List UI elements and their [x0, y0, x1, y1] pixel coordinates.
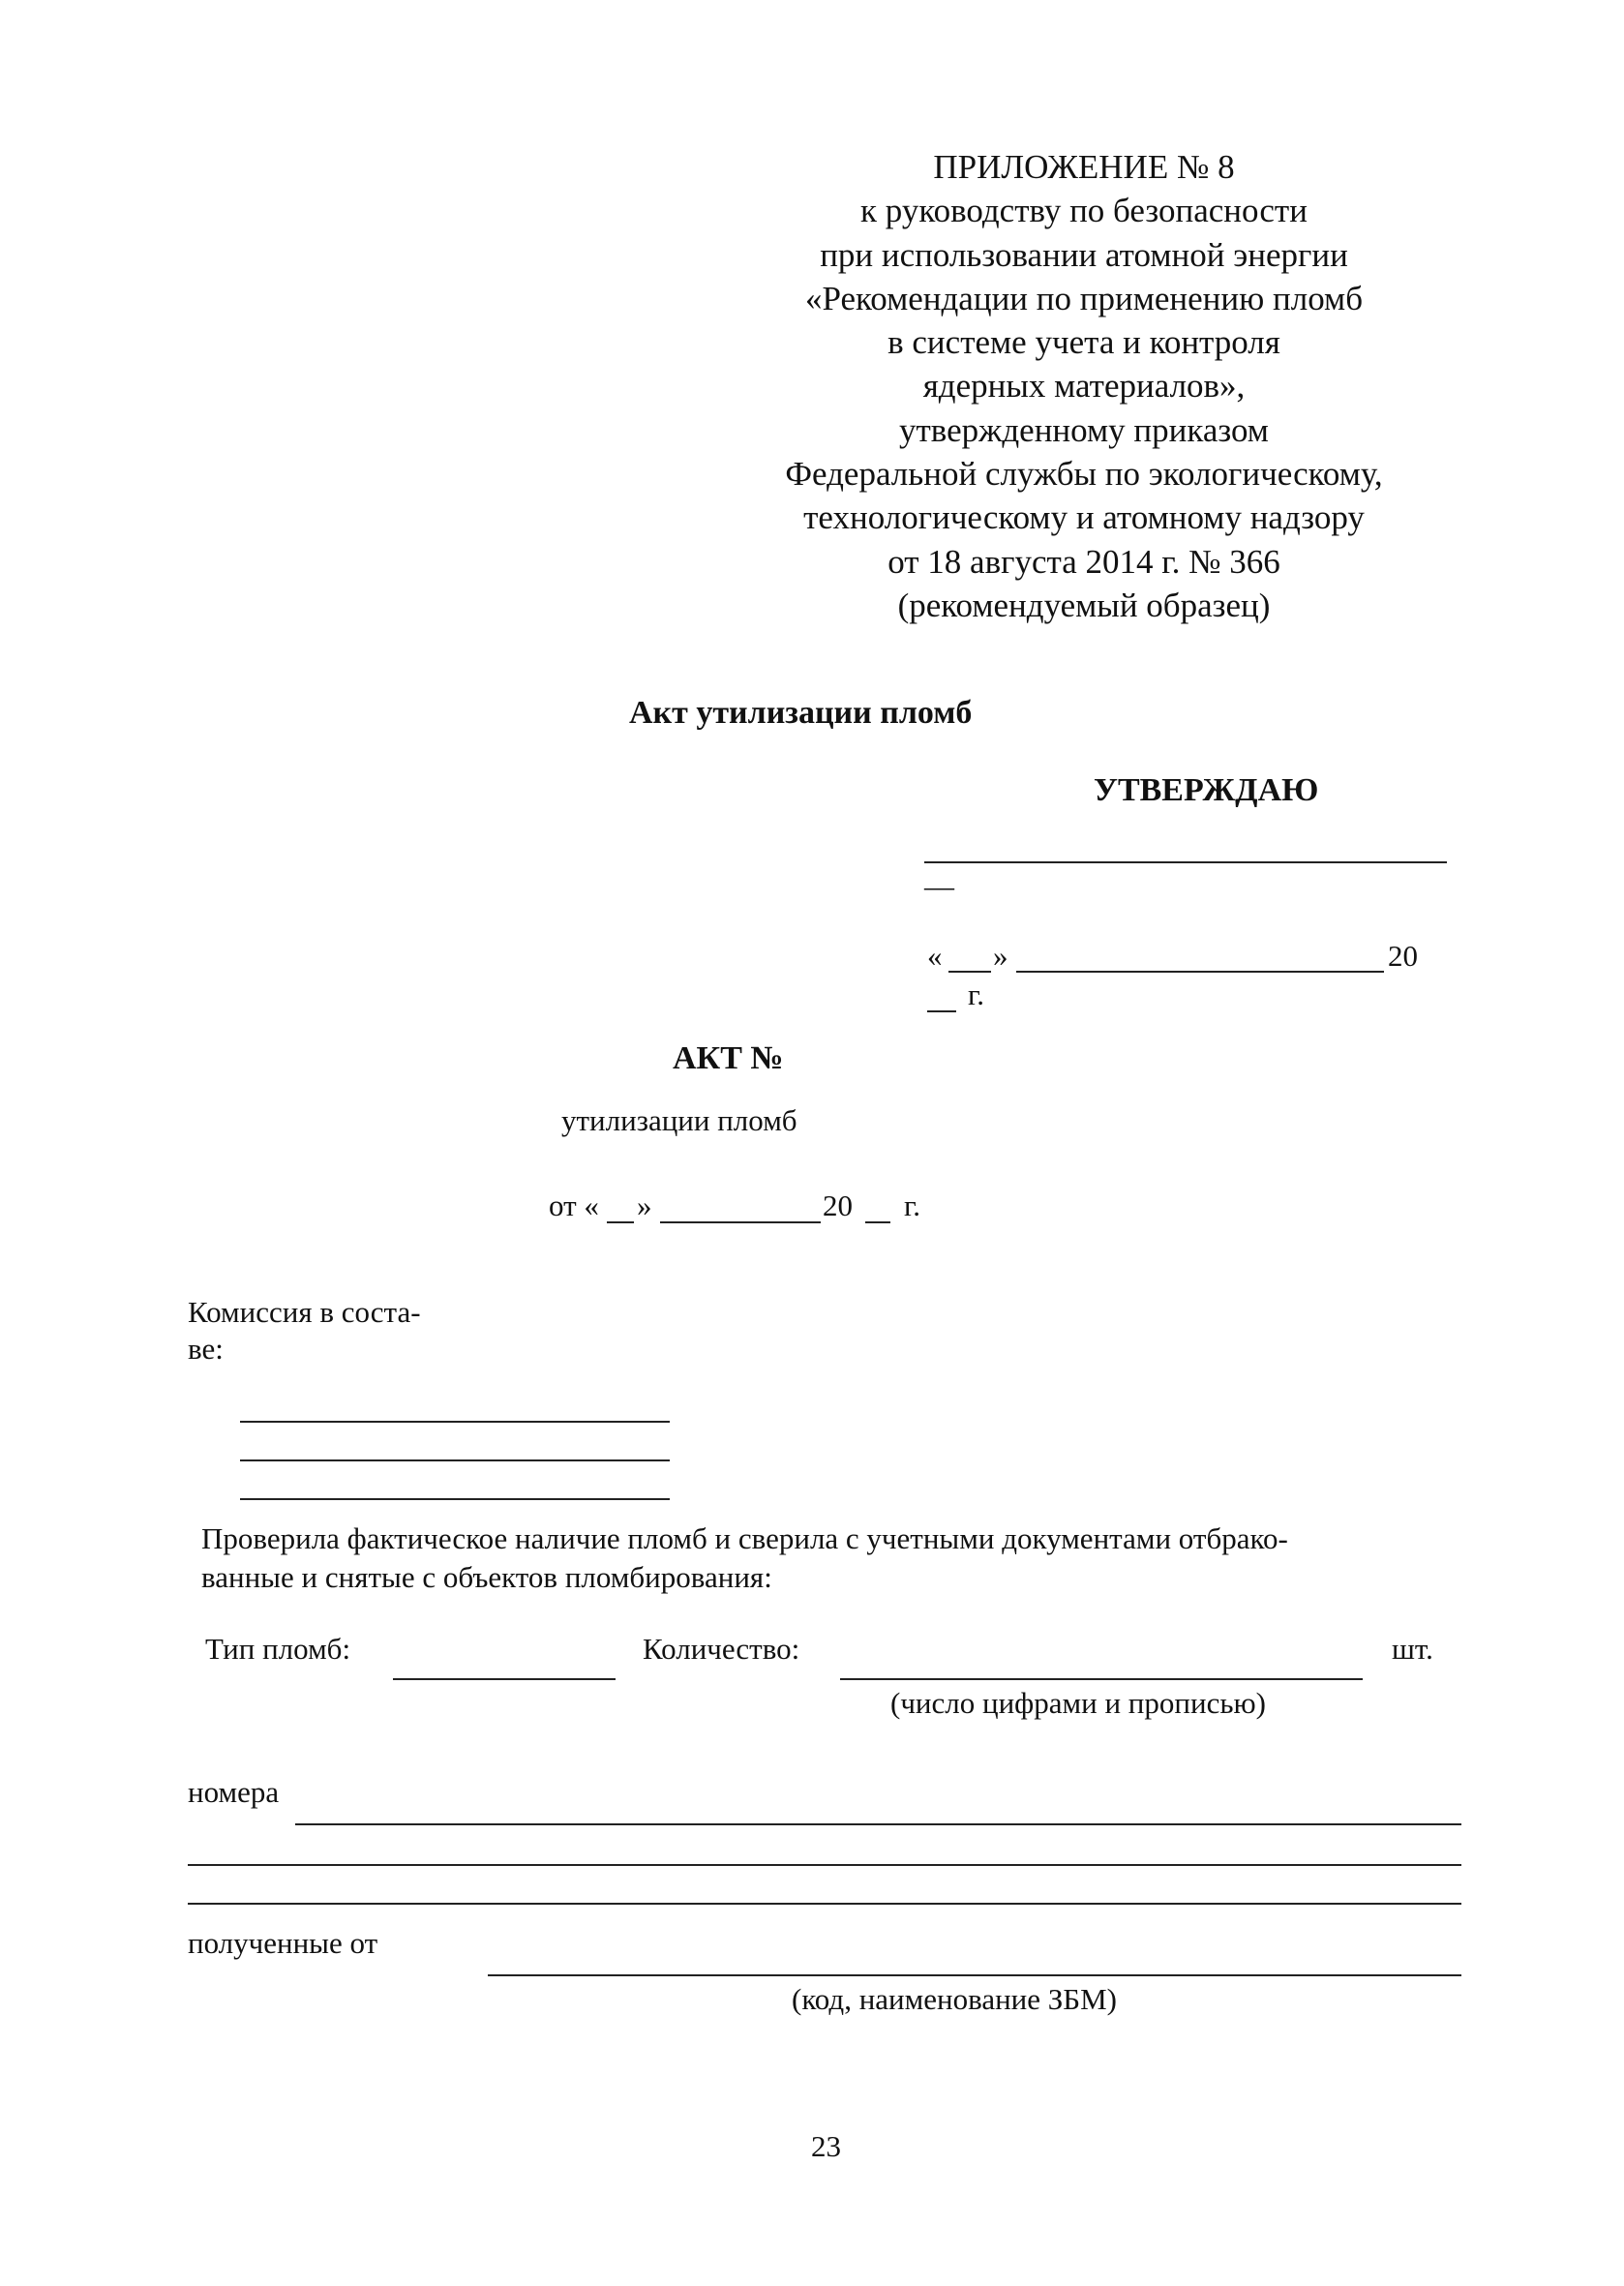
- received-field-line[interactable]: [488, 1974, 1461, 1976]
- seal-type-field-line[interactable]: [393, 1678, 616, 1680]
- numbers-field-line[interactable]: [188, 1903, 1461, 1905]
- act-year-prefix: 20: [823, 1188, 853, 1222]
- approval-year-prefix: 20: [1388, 939, 1418, 973]
- act-year-line[interactable]: [865, 1221, 890, 1223]
- approval-year-suffix: г.: [968, 978, 984, 1011]
- quantity-unit: шт.: [1392, 1632, 1433, 1666]
- document-title: Акт утилизации пломб: [629, 695, 973, 731]
- commission-member-line[interactable]: [240, 1459, 670, 1461]
- appendix-line: ядерных материалов»,: [922, 367, 1246, 406]
- appendix-line: от 18 августа 2014 г. № 366: [887, 542, 1280, 581]
- approval-day-line[interactable]: [948, 971, 991, 973]
- act-year-suffix: г.: [904, 1188, 920, 1222]
- approval-month-line[interactable]: [1016, 971, 1384, 973]
- quantity-caption: (число цифрами и прописью): [890, 1686, 1266, 1720]
- commission-member-line[interactable]: [240, 1421, 670, 1423]
- appendix-line: в системе учета и контроля: [887, 323, 1280, 362]
- approval-dash: —: [924, 869, 954, 903]
- numbers-field-line[interactable]: [295, 1823, 1461, 1825]
- appendix-line: утвержденному приказом: [899, 410, 1269, 449]
- appendix-line: при использовании атомной энергии: [820, 235, 1348, 274]
- act-date-prefix: от «: [549, 1188, 599, 1222]
- appendix-line: (рекомендуемый образец): [897, 586, 1271, 624]
- seal-type-label: Тип пломб:: [205, 1632, 351, 1666]
- approval-date-close-quote: »: [993, 939, 1008, 973]
- approval-label: УТВЕРЖДАЮ: [1094, 772, 1319, 808]
- approver-signature-line[interactable]: [924, 861, 1447, 863]
- check-text-line1: Проверила фактическое наличие пломб и сверила с учетными документами отбрако-: [201, 1521, 1288, 1555]
- commission-label-line2: ве:: [188, 1332, 224, 1366]
- appendix-line: «Рекомендации по применению пломб: [804, 279, 1364, 317]
- received-label: полученные от: [188, 1926, 378, 1960]
- commission-member-line[interactable]: [240, 1498, 670, 1500]
- page-number: 23: [811, 2129, 841, 2163]
- act-subtitle: утилизации пломб: [561, 1103, 797, 1137]
- appendix-line: технологическому и атомному надзору: [803, 498, 1365, 537]
- approval-year-line[interactable]: [927, 1010, 956, 1012]
- approval-date-open-quote: «: [927, 939, 943, 973]
- appendix-line: к руководству по безопасности: [860, 192, 1308, 230]
- appendix-line: ПРИЛОЖЕНИЕ № 8: [933, 148, 1235, 186]
- act-date-close-quote: »: [637, 1188, 652, 1222]
- numbers-label: номера: [188, 1775, 280, 1809]
- appendix-header: [716, 145, 1452, 627]
- commission-label-line1: Комиссия в соста-: [188, 1295, 421, 1329]
- quantity-label: Количество:: [643, 1632, 800, 1666]
- act-heading: АКТ №: [673, 1040, 784, 1076]
- appendix-line: Федеральной службы по экологическому,: [785, 455, 1383, 494]
- act-month-line[interactable]: [660, 1221, 821, 1223]
- check-text-line2: ванные и снятые с объектов пломбирования:: [201, 1560, 772, 1594]
- act-day-line[interactable]: [607, 1221, 634, 1223]
- received-caption: (код, наименование ЗБМ): [792, 1982, 1117, 2016]
- quantity-field-line[interactable]: [840, 1678, 1363, 1680]
- numbers-field-line[interactable]: [188, 1864, 1461, 1866]
